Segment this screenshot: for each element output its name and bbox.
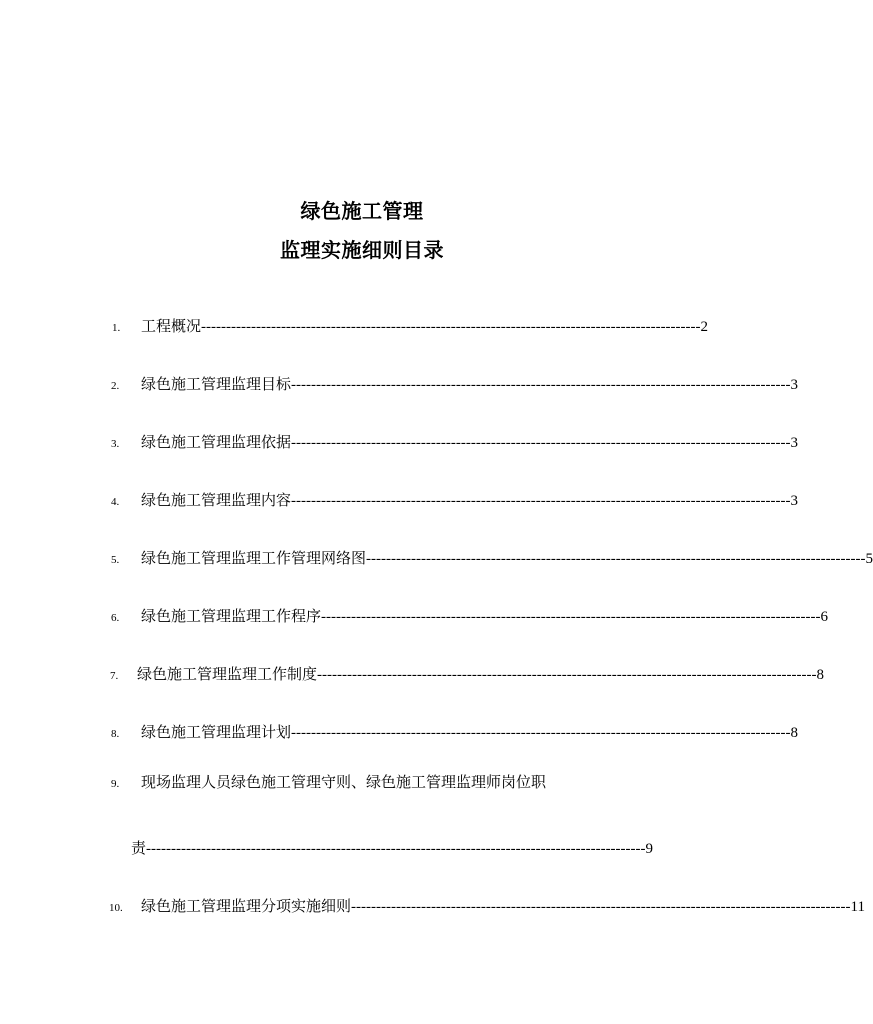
toc-item-page: 6 [820,609,829,625]
toc-item-number: 9. [111,778,120,790]
toc-item-title: 绿色施工管理监理工作管理网络图 [141,549,367,567]
toc-item-entry [141,372,799,397]
document-title: 绿色施工管理 [300,199,424,223]
toc-item-number: 6. [111,612,120,624]
toc-item-leader: ---------------------------------------------------------------------------------------------------- [291,493,791,509]
toc-item [0,546,873,572]
toc-item-title: 绿色施工管理监理计划 [141,723,292,741]
toc-item-entry [137,662,825,687]
toc-item-page: 3 [790,493,799,509]
toc-item-leader: ---------------------------------------------------------------------------------------------------- [351,899,851,915]
toc-item [0,770,724,796]
toc-item-entry [141,314,709,339]
toc-item [0,894,865,920]
toc-item [0,314,724,340]
toc-item-page: 5 [865,551,873,567]
toc-item-page: 8 [790,725,799,741]
toc-item-title: 现场监理人员绿色施工管理守则、绿色施工管理监理师岗位职 [141,773,547,791]
toc-item-continuation [0,836,724,862]
toc-item [0,372,799,398]
toc-item-page: 8 [816,667,825,683]
toc-item-title: 绿色施工管理监理目标 [141,375,292,393]
toc-item-number: 5. [111,554,120,566]
toc-item-title: 绿色施工管理监理分项实施细则 [141,897,352,915]
toc-item-leader: ---------------------------------------------------------------------------------------------------- [291,377,791,393]
toc-item-title: 绿色施工管理监理依据 [141,433,292,451]
toc-item-leader: ---------------------------------------------------------------------------------------------------- [201,319,701,335]
toc-item [0,430,799,456]
toc-item-title: 绿色施工管理监理工作程序 [141,607,322,625]
toc-item-number: 10. [109,902,123,914]
toc-item-title: 工程概况 [141,317,202,335]
toc-item-page: 3 [790,377,799,393]
toc-item-number: 4. [111,496,120,508]
document-subtitle: 监理实施细则目录 [280,238,444,262]
toc-item-entry [141,894,865,919]
toc-item-leader: ---------------------------------------------------------------------------------------------------- [321,609,821,625]
toc-item [0,488,799,514]
toc-item-entry [141,546,873,571]
toc-item-title-continuation: 责 [131,839,147,857]
toc-item-title: 绿色施工管理监理工作制度 [137,665,318,683]
toc-item-leader: ---------------------------------------------------------------------------------------------------- [317,667,817,683]
toc-item-page: 11 [850,899,865,915]
toc-item-number: 8. [111,728,120,740]
toc-item-leader: ---------------------------------------------------------------------------------------------------- [291,435,791,451]
toc-item-title: 绿色施工管理监理内容 [141,491,292,509]
toc-item [0,604,829,630]
toc-item-entry [131,836,654,861]
toc-item-leader: ---------------------------------------------------------------------------------------------------- [146,841,646,857]
toc-item-number: 7. [110,670,119,682]
toc-item-page: 2 [700,319,709,335]
toc-item-number: 3. [111,438,120,450]
toc-item-entry [141,720,799,745]
toc-item-entry [141,488,799,513]
toc-item [0,720,799,746]
toc-item-page: 9 [645,841,654,857]
toc-item-leader: ---------------------------------------------------------------------------------------------------- [366,551,866,567]
toc-item-entry [141,604,829,629]
toc-item-entry [141,430,799,455]
toc-item-page: 3 [790,435,799,451]
toc-item [0,662,825,688]
toc-item-number: 1. [112,322,121,334]
toc-item-leader: ---------------------------------------------------------------------------------------------------- [291,725,791,741]
toc-item-number: 2. [111,380,120,392]
